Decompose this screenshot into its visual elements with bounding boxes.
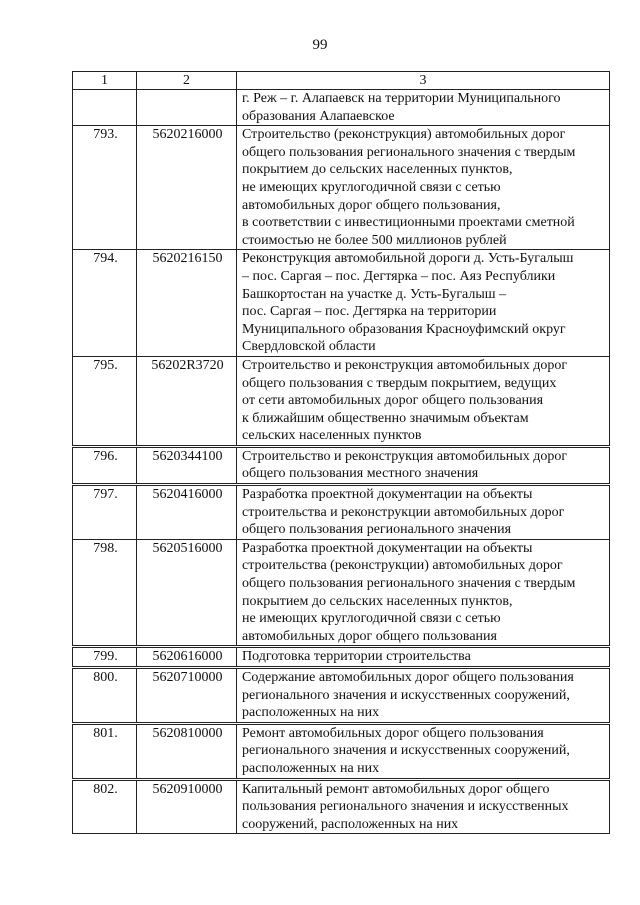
description-line: г. Реж – г. Алапаевск на территории Муниципального [242,91,561,106]
description-line: расположенных на них [242,705,380,721]
row-description [237,779,610,834]
description-line: к ближайшим общественно значимым объектам [242,410,529,426]
description-line: Содержание автомобильных дорог общего пользования [242,670,574,685]
table-row [73,485,610,540]
description-line: регионального значения и искусственных сооружений, [242,687,570,703]
description-line: образования Алапаевское [242,108,395,124]
description-line: пользования регионального значения и искусственных [242,799,569,815]
table-header-row [73,72,610,90]
description-line: общего пользования регионального значения с твердым [242,576,576,592]
description-line: Строительство и реконструкция автомобильных дорог [242,448,568,464]
description-line: покрытием до сельских населенных пунктов, [242,593,513,609]
description-line: общего пользования местного значения [242,466,479,482]
row-description [237,539,610,647]
row-description [237,356,610,446]
description-line: не имеющих круглогодичной связи с сетью [242,611,501,627]
description-line: расположенных на них [242,760,380,776]
description-line: строительства и реконструкции автомобильных дорог [242,504,565,520]
description-line: общего пользования с твердым покрытием, ведущих [242,375,557,391]
description-line: регионального значения и искусственных сооружений, [242,743,570,759]
table-row [73,723,610,779]
table-row [73,356,610,446]
description-line: автомобильных дорог общего пользования [242,628,497,644]
description-line: Подготовка территории строительства [242,649,471,665]
table-row [73,446,610,484]
header-col-2: 2 [137,72,237,90]
row-code: 5620810000 [137,723,237,779]
row-number: 793. [73,126,137,250]
row-code: 5620216000 [137,126,237,250]
description-line: Разработка проектной документации на объекты [242,540,533,556]
row-number: 795. [73,356,137,446]
row-number: 800. [73,668,137,724]
description-line: в соответствии с инвестиционными проектами сметной [242,215,575,231]
description-line: покрытием до сельских населенных пунктов, [242,162,513,178]
row-number: 802. [73,779,137,834]
budget-classification-table [72,71,610,834]
description-line: Ремонт автомобильных дорог общего пользования [242,725,544,741]
row-number: 794. [73,250,137,357]
row-code [137,90,237,126]
table-body [73,90,610,834]
description-line: не имеющих круглогодичной связи с сетью [242,179,501,195]
table-row [73,90,610,126]
row-description [237,90,610,126]
description-line: Разработка проектной документации на объекты [242,487,533,503]
page-number: 99 [312,37,328,53]
description-line: Муниципального образования Красноуфимский округ [242,321,566,337]
description-line: – пос. Саргая – пос. Дегтярка – пос. Аяз Республики [242,268,556,284]
row-code: 5620344100 [137,446,237,484]
description-line: Строительство (реконструкция) автомобильных дорог [242,127,566,143]
row-description [237,485,610,540]
description-line: сооружений, расположенных на них [242,816,459,832]
description-line: стоимостью не более 500 миллионов рублей [242,232,507,248]
row-code: 5620216150 [137,250,237,357]
row-description [237,446,610,484]
table-row [73,647,610,668]
table-row [73,250,610,357]
header-col-1: 1 [73,72,137,90]
row-number: 801. [73,723,137,779]
row-code: 56202R3720 [137,356,237,446]
row-code: 5620910000 [137,779,237,834]
row-number: 799. [73,647,137,668]
description-line: пос. Саргая – пос. Дегтярка на территории [242,304,497,320]
row-description [237,647,610,668]
row-number: 796. [73,446,137,484]
row-code: 5620416000 [137,485,237,540]
description-line: от сети автомобильных дорог общего пользования [242,393,544,409]
description-line: Свердловской области [242,339,376,355]
row-number: 797. [73,485,137,540]
table-row [73,668,610,724]
description-line: общего пользования регионального значения [242,522,512,538]
header-col-3: 3 [237,72,610,90]
description-line: сельских населенных пунктов [242,428,422,444]
description-line: Реконструкция автомобильной дороги д. Усть-Бугалыш [242,251,574,267]
row-code: 5620710000 [137,668,237,724]
row-number [73,90,137,126]
row-code: 5620516000 [137,539,237,647]
description-line: Капитальный ремонт автомобильных дорог общего [242,781,550,797]
row-code: 5620616000 [137,647,237,668]
row-description [237,668,610,724]
row-number: 798. [73,539,137,647]
row-description [237,250,610,357]
description-line: общего пользования регионального значения с твердым [242,144,576,160]
row-description [237,723,610,779]
table-row [73,126,610,250]
table-row [73,779,610,834]
description-line: строительства (реконструкции) автомобильных дорог [242,558,563,574]
description-line: автомобильных дорог общего пользования, [242,197,501,213]
description-line: Башкортостан на участке д. Усть-Бугалыш – [242,286,507,302]
table-row [73,539,610,647]
row-description [237,126,610,250]
description-line: Строительство и реконструкция автомобильных дорог [242,357,568,373]
